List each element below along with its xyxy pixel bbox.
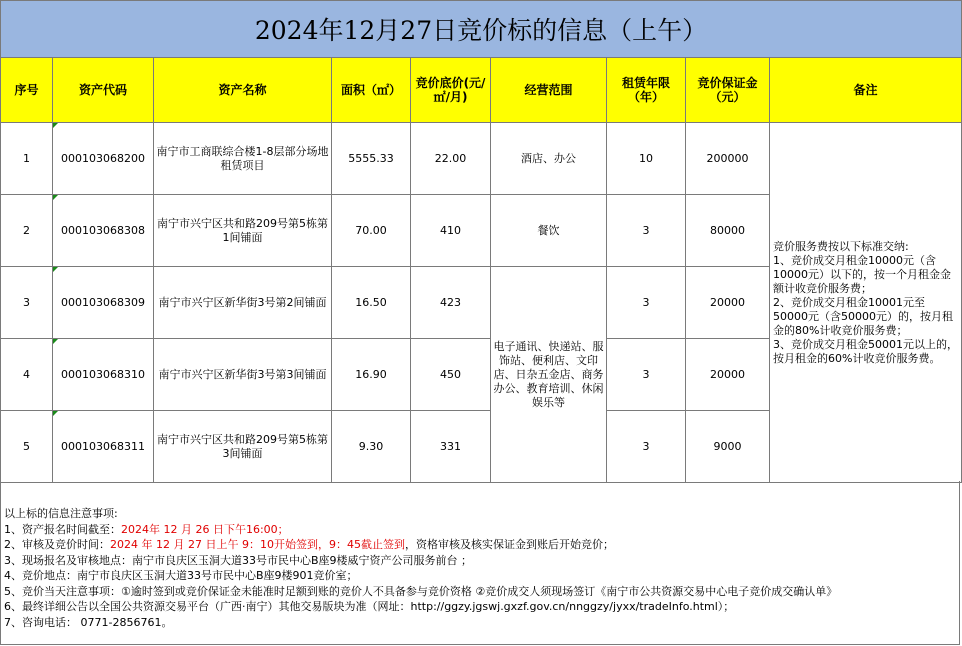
remark-line: 3、竞价成交月租金50001元以上的，按月租金的60%计收竞价服务费。 — [773, 337, 958, 365]
cell-price: 410 — [411, 195, 491, 267]
remark-line: 1、竞价成交月租金10000元（含10000元）以下的，按一个月租金金额计收竞价服务费； — [773, 253, 951, 295]
cell-scope-merged: 电子通讯、快递站、服饰站、便利店、文印店、日杂五金店、商务办公、教育培训、休闲娱乐等 — [491, 267, 607, 483]
header-seq: 序号 — [1, 58, 53, 123]
note-2-suffix: ，资格审核及核实保证金到账后开始竞价； — [404, 538, 614, 551]
note-2-time: 2024 年 12 月 27 日上午 9：10开始签到，9：45截止签到 — [110, 538, 405, 551]
notes-block — [0, 481, 960, 645]
note-line-6: 6、最终详细公告以全国公共资源交易平台（广西·南宁）其他交易版块为准（网址：http://ggzy.jgswj.gxzf.gov.cn/nnggzy/jyxx/tradeInfo.html）； — [4, 600, 735, 613]
cell-code: 000103068311 — [53, 411, 154, 483]
cell-price: 331 — [411, 411, 491, 483]
note-line-7: 7、咨询电话： 0771-2856761。 — [4, 615, 173, 629]
cell-code: 000103068200 — [53, 123, 154, 195]
cell-scope: 餐饮 — [491, 195, 607, 267]
cell-area: 16.90 — [332, 339, 411, 411]
page-title: 2024年12月27日竞价标的信息（上午） — [0, 0, 962, 58]
cell-seq: 4 — [1, 339, 53, 411]
note-line-2 — [4, 537, 959, 553]
cell-area: 9.30 — [332, 411, 411, 483]
header-name: 资产名称 — [154, 58, 332, 123]
cell-years: 3 — [607, 411, 686, 483]
cell-area: 70.00 — [332, 195, 411, 267]
remark-line: 2、竞价成交月租金10001元至50000元（含50000元）的，按月租金的80%计收竞价服务费； — [773, 295, 953, 337]
note-line-3: 3、现场报名及审核地点：南宁市良庆区玉洞大道33号市民中心B座9楼威宁资产公司服务前台 ； — [4, 553, 473, 567]
header-area: 面积（㎡） — [332, 58, 411, 123]
cell-deposit: 80000 — [686, 195, 770, 267]
cell-deposit: 20000 — [686, 267, 770, 339]
cell-code: 000103068309 — [53, 267, 154, 339]
cell-seq: 3 — [1, 267, 53, 339]
cell-years: 3 — [607, 267, 686, 339]
header-deposit: 竞价保证金（元） — [686, 58, 770, 123]
cell-deposit: 20000 — [686, 339, 770, 411]
cell-name: 南宁市兴宁区新华街3号第2间铺面 — [154, 267, 332, 339]
cell-name: 南宁市工商联综合楼1-8层部分场地租赁项目 — [154, 123, 332, 195]
cell-years: 10 — [607, 123, 686, 195]
cell-years: 3 — [607, 339, 686, 411]
note-2-prefix: 2、审核及竞价时间： — [4, 538, 110, 551]
cell-seq: 2 — [1, 195, 53, 267]
header-remark: 备注 — [770, 58, 962, 123]
cell-code: 000103068310 — [53, 339, 154, 411]
cell-name: 南宁市兴宁区共和路209号第5栋第3间铺面 — [154, 411, 332, 483]
cell-code: 000103068308 — [53, 195, 154, 267]
note-line-1 — [4, 522, 959, 538]
cell-area: 16.50 — [332, 267, 411, 339]
cell-deposit: 200000 — [686, 123, 770, 195]
cell-deposit: 9000 — [686, 411, 770, 483]
header-code: 资产代码 — [53, 58, 154, 123]
cell-name: 南宁市兴宁区新华街3号第3间铺面 — [154, 339, 332, 411]
cell-scope: 酒店、办公 — [491, 123, 607, 195]
remark-cell — [770, 123, 962, 483]
cell-name: 南宁市兴宁区共和路209号第5栋第1间铺面 — [154, 195, 332, 267]
cell-seq: 5 — [1, 411, 53, 483]
header-price: 竞价底价(元/㎡/月) — [411, 58, 491, 123]
remark-line: 竞价服务费按以下标准交纳: — [773, 239, 909, 253]
cell-area: 5555.33 — [332, 123, 411, 195]
cell-seq: 1 — [1, 123, 53, 195]
cell-price: 450 — [411, 339, 491, 411]
note-1-prefix: 1、资产报名时间截至： — [4, 522, 121, 536]
header-row — [1, 58, 962, 123]
notes-heading: 以上标的信息注意事项: — [4, 507, 118, 520]
header-years: 租赁年限（年） — [607, 58, 686, 123]
cell-price: 22.00 — [411, 123, 491, 195]
note-1-time: 2024年 12 月 26 日下午16:00； — [121, 522, 289, 536]
header-scope: 经营范围 — [491, 58, 607, 123]
table-row — [1, 123, 962, 195]
cell-years: 3 — [607, 195, 686, 267]
note-line-4: 4、竞价地点：南宁市良庆区玉洞大道33号市民中心B座9楼901竞价室； — [4, 569, 358, 582]
asset-table — [0, 57, 962, 483]
note-line-5: 5、竞价当天注意事项：①逾时签到或竞价保证金未能准时足额到账的竞价人不具备参与竞价资格 ②竞价成交人须现场签订《南宁市公共资源交易中心电子竞价成交确认单》 — [4, 584, 838, 598]
cell-price: 423 — [411, 267, 491, 339]
